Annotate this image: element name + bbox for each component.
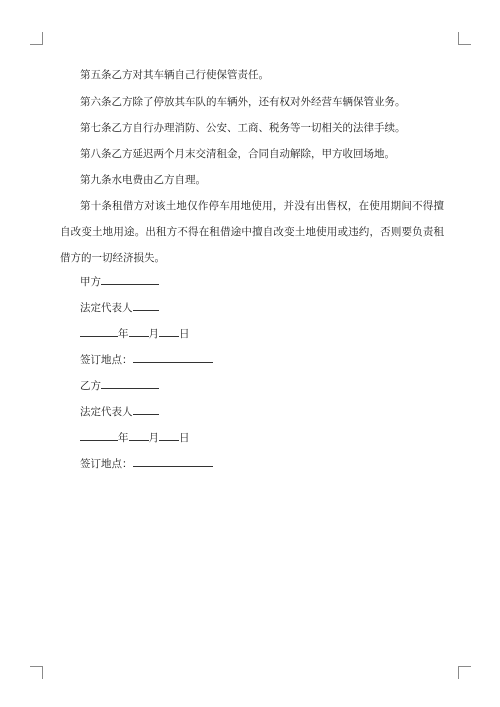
party-b-year-blank[interactable] [80,429,118,441]
party-b-place-label: 签订地点： [80,458,133,470]
party-a-day-blank[interactable] [159,325,179,337]
party-b-blank[interactable] [101,377,159,389]
party-a-rep-line [80,299,159,315]
party-a-day-label: 日 [179,328,190,340]
corner-mark-bottom-right [458,666,471,679]
party-b-year-label: 年 [118,432,129,444]
party-b-place-line [80,455,213,471]
clause-8: 第八条乙方延迟两个月末交清租金，合同自动解除，甲方收回场地。 [80,148,395,160]
party-a-month-blank[interactable] [129,325,149,337]
party-b-rep-blank[interactable] [133,403,159,415]
party-b-place-blank[interactable] [133,455,213,467]
party-a-date-line [80,325,190,341]
party-a-line [80,273,159,289]
party-b-line [80,377,159,393]
party-b-month-blank[interactable] [129,429,149,441]
party-b-rep-label: 法定代表人 [80,406,133,418]
party-b-month-label: 月 [148,432,159,444]
corner-mark-top-right [458,32,471,45]
clause-10: 第十条租借方对该土地仅作停车用地使用，并没有出售权，在使用期间不得擅自改变土地用途。出租方不得在租借途中擅自改变土地使用或违约，否则要负责租借方的一切经济损失。 [60,200,444,264]
party-b-day-label: 日 [179,432,190,444]
party-a-year-label: 年 [118,328,129,340]
corner-mark-top-left [30,32,43,45]
party-a-blank[interactable] [101,273,159,285]
party-a-year-blank[interactable] [80,325,118,337]
party-b-date-line [80,429,190,445]
party-a-label: 甲方 [80,276,101,288]
clause-5: 第五条乙方对其车辆自己行使保管责任。 [80,69,269,81]
party-a-rep-label: 法定代表人 [80,302,133,314]
party-b-day-blank[interactable] [159,429,179,441]
party-a-rep-blank[interactable] [133,299,159,311]
clause-7: 第七条乙方自行办理消防、公安、工商、税务等一切相关的法律手续。 [80,122,406,134]
party-a-month-label: 月 [148,328,159,340]
party-a-place-blank[interactable] [133,351,213,363]
party-b-label: 乙方 [80,380,101,392]
party-b-rep-line [80,403,159,419]
clause-9: 第九条水电费由乙方自理。 [80,174,206,186]
clause-6: 第六条乙方除了停放其车队的车辆外，还有权对外经营车辆保管业务。 [80,96,406,108]
party-a-place-line [80,351,213,367]
party-a-place-label: 签订地点： [80,354,133,366]
corner-mark-bottom-left [30,666,43,679]
